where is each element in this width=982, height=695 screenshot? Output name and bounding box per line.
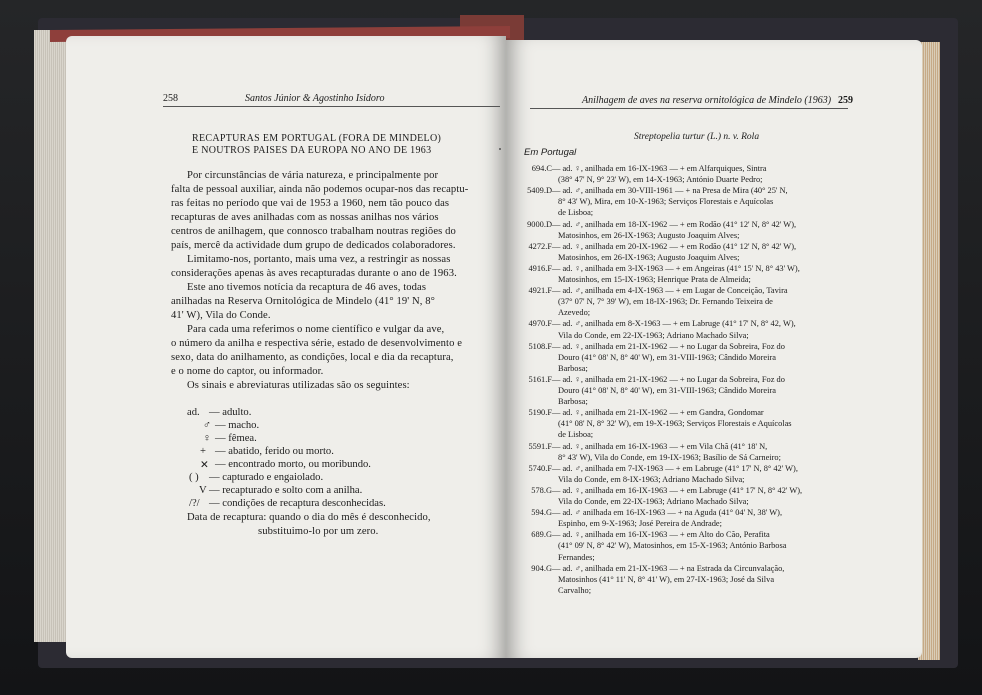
record-text: — ad. ♀, anilhada em 16-IX-1963 — + em Alto do Cão, Perafita bbox=[552, 530, 770, 540]
record-line-cont: Douro (41° 08' N, 8° 40' W), em 31-VIII-1963; Cândido Moreira bbox=[558, 352, 776, 362]
record-text: — ad. ♀, anilhada em 16-IX-1963 — + em Vila Chã (41° 18' N, bbox=[552, 441, 768, 451]
record-line-cont: 8° 43' W), Vila do Conde, em 19-IX-1963; Basílio de Sá Carneiro; bbox=[558, 452, 781, 462]
record-line-cont: Matosinhos, em 15-IX-1963; Henrique Prata de Almeida; bbox=[558, 275, 751, 284]
record-code: 5591.F bbox=[528, 441, 552, 451]
record-code: 4970.F bbox=[528, 319, 552, 329]
record-text: — ad. ♂, anilhada em 18-IX-1962 — + em Rodão (41° 12' N, 8° 42' W), bbox=[552, 219, 797, 229]
record-line-cont: Carvalho; bbox=[558, 585, 592, 595]
section-heading-line1: RECAPTURAS EM PORTUGAL (FORA DE MINDELO) bbox=[192, 133, 442, 144]
left-page-number: 258 bbox=[163, 93, 178, 104]
body-line: recapturas de aves anilhadas com as nossas anilhas nos vários bbox=[171, 212, 439, 223]
body-line: falta de pessoal auxiliar, ainda não podemos ocupar-nos das recaptu- bbox=[171, 184, 469, 195]
sign-key: ad. bbox=[187, 407, 200, 418]
body-line: Os sinais e abreviaturas utilizadas são os seguintes: bbox=[187, 380, 410, 391]
record-line-cont: Espinho, em 9-X-1963; José Pereira de Andrade; bbox=[558, 519, 722, 529]
record-line-first bbox=[514, 486, 802, 495]
record-text: — ad. ♂, anilhada em 4-IX-1963 — + em Lugar de Conceição, Tavira bbox=[552, 286, 788, 296]
record-code: 5409.D bbox=[527, 186, 552, 196]
record-text: — ad. ♀, anilhada em 21-IX-1962 — + no Lugar da Sobreira, Foz do bbox=[552, 341, 785, 351]
record-text: — ad. ♂, anilhada em 21-IX-1963 — + na Estrada da Circunvalação, bbox=[552, 563, 785, 573]
record-line-first bbox=[514, 375, 785, 384]
record-line-first bbox=[514, 508, 782, 517]
sign-desc: — adulto. bbox=[209, 407, 252, 418]
record-line-first bbox=[514, 286, 788, 295]
record-line-first bbox=[514, 342, 785, 351]
sign-desc: — capturado e engaiolado. bbox=[209, 472, 324, 483]
record-code: 594.G bbox=[531, 508, 552, 518]
right-page-number: 259 bbox=[838, 95, 853, 106]
record-line-cont: (41° 08' N, 8° 32' W), em 19-X-1963; Serviços Florestais e Aquícolas bbox=[558, 419, 792, 429]
record-line-cont: Matosinhos, em 26-IX-1963; Augusto Joaquim Alves; bbox=[558, 230, 740, 240]
record-line-first bbox=[514, 564, 784, 573]
record-code: 5108.F bbox=[528, 341, 552, 351]
date-note-line2: substituimo-lo por um zero. bbox=[258, 526, 379, 537]
sign-key: /?/ bbox=[189, 498, 200, 509]
gutter-mark bbox=[499, 148, 501, 150]
record-line-cont: (37° 07' N, 7° 39' W), em 18-IX-1963; Dr. Fernando Teixeira de bbox=[558, 297, 773, 307]
record-text: — ad. ♂, anilhada em 30-VIII-1961 — + na Presa de Mira (40° 25' N, bbox=[552, 186, 788, 196]
body-line: anilhadas na Reserva Ornitológica de Mindelo (41° 19' N, 8° bbox=[171, 296, 435, 307]
record-text: — ad. ♀, anilhada em 20-IX-1962 — + em Rodão (41° 12' N, 8° 42' W), bbox=[552, 241, 797, 251]
body-line: país, mercê da actividade dum grupo de dedicados colaboradores. bbox=[171, 240, 456, 251]
record-line-first bbox=[514, 220, 796, 229]
record-line-cont: Barbosa; bbox=[558, 397, 588, 407]
record-text: — ad. ♂ anilhada em 16-IX-1963 — + na Aguda (41° 04' N, 38' W), bbox=[552, 508, 783, 518]
record-line-cont: Vila do Conde, em 22-IX-1963; Adriano Machado Silva; bbox=[558, 497, 749, 506]
record-code: 4272.F bbox=[528, 241, 552, 251]
record-code: 4921.F bbox=[528, 286, 552, 296]
record-line-cont: de Lisboa; bbox=[558, 430, 594, 440]
record-code: 578.G bbox=[531, 485, 552, 495]
record-line-cont: Matosinhos, em 26-IX-1963; Augusto Joaquim Alves; bbox=[558, 252, 740, 262]
sign-key: ( ) bbox=[189, 472, 199, 483]
body-line: Para cada uma referimos o nome científico e vulgar da ave, bbox=[187, 324, 445, 335]
sign-desc: — fêmea. bbox=[215, 433, 257, 444]
left-running-title: Santos Júnior & Agostinho Isidoro bbox=[245, 93, 385, 104]
record-line-cont: Vila do Conde, em 8-IX-1963; Adriano Machado Silva; bbox=[558, 474, 745, 484]
right-head-rule bbox=[530, 108, 848, 109]
record-line-cont: Douro (41° 08' N, 8° 40' W), em 31-VIII-1963; Cândido Moreira bbox=[558, 386, 776, 395]
record-line-cont: Barbosa; bbox=[558, 363, 588, 373]
section-heading-line2: E NOUTROS PAISES DA EUROPA NO ANO DE 1963 bbox=[192, 145, 432, 156]
record-line-first bbox=[514, 464, 798, 473]
record-line-first bbox=[514, 408, 764, 417]
sign-desc: — abatido, ferido ou morto. bbox=[215, 446, 334, 457]
sign-key: ♀ bbox=[203, 433, 211, 444]
body-line: ras feitas no período que vai de 1953 a 1960, nem tão pouco das bbox=[171, 198, 450, 209]
record-line-cont: Vila do Conde, em 22-IX-1963; Adriano Machado Silva; bbox=[558, 330, 749, 340]
record-line-cont: (38° 47' N, 9° 23' W), em 14-X-1963; António Duarte Pedro; bbox=[558, 175, 763, 185]
body-line: sexo, data do anilhamento, as condições, local e dia da recaptura, bbox=[171, 352, 454, 363]
sign-key: + bbox=[200, 446, 206, 457]
sign-desc: — macho. bbox=[215, 420, 260, 431]
sign-key: V bbox=[199, 485, 207, 496]
record-text: — ad. ♂, anilhada em 7-IX-1963 — + em Labruge (41° 17' N, 8° 42' W), bbox=[552, 463, 798, 473]
body-line: considerações apenas às aves recapturadas durante o ano de 1963. bbox=[171, 268, 457, 279]
record-code: 4916.F bbox=[528, 263, 552, 273]
record-line-first bbox=[514, 530, 770, 539]
date-note-line1: Data de recaptura: quando o dia do mês é desconhecido, bbox=[187, 512, 431, 523]
record-line-first bbox=[514, 164, 767, 173]
left-head-rule bbox=[163, 106, 500, 107]
record-line-cont: Azevedo; bbox=[558, 308, 591, 318]
record-code: 5190.F bbox=[528, 408, 552, 418]
record-text: — ad. ♀, anilhada em 21-IX-1962 — + em Gandra, Gondomar bbox=[552, 408, 764, 418]
record-line-cont: (41° 09' N, 8° 42' W), Matosinhos, em 15-X-1963; António Barbosa bbox=[558, 541, 787, 551]
body-line: Por circunstâncias de vária natureza, e principalmente por bbox=[187, 170, 439, 181]
record-text: — ad. ♀, anilhada em 16-IX-1963 — + em Alfarquiques, Sintra bbox=[552, 164, 767, 173]
sign-desc: — encontrado morto, ou moribundo. bbox=[215, 459, 371, 470]
record-line-first bbox=[514, 442, 767, 451]
region-heading: Em Portugal bbox=[524, 147, 577, 158]
right-running-title: Anilhagem de aves na reserva ornitológica de Mindelo (1963) bbox=[582, 95, 832, 106]
body-line: o número da anilha e respectiva série, estado de desenvolvimento e bbox=[171, 338, 463, 349]
species-title: Streptopelia turtur (L.) n. v. Rola bbox=[634, 132, 760, 142]
record-line-first bbox=[514, 242, 796, 251]
record-line-first bbox=[514, 186, 788, 195]
record-code: 689.G bbox=[531, 530, 552, 540]
record-line-cont: Matosinhos (41° 11' N, 8° 41' W), em 27-IX-1963; José da Silva bbox=[558, 574, 775, 584]
body-line: 41' W), Vila do Conde. bbox=[171, 310, 271, 321]
record-text: — ad. ♀, anilhada em 3-IX-1963 — + em Angeiras (41° 15' N, 8° 43' W), bbox=[552, 263, 800, 273]
record-line-first bbox=[514, 264, 800, 273]
record-line-cont: Fernandes; bbox=[558, 552, 595, 562]
sign-desc: — condições de recaptura desconhecidas. bbox=[209, 498, 386, 509]
record-text: — ad. ♀, anilhada em 21-IX-1962 — + no Lugar da Sobreira, Foz do bbox=[552, 374, 785, 384]
left-page bbox=[66, 36, 506, 658]
record-text: — ad. ♂, anilhada em 8-X-1963 — + em Labruge (41° 17' N, 8° 42, W), bbox=[552, 319, 796, 329]
record-code: 5740.F bbox=[528, 463, 552, 473]
record-code: 694.C bbox=[531, 164, 552, 173]
body-line: e o nome do captor, ou informador. bbox=[171, 366, 324, 377]
sign-key: ✕ bbox=[200, 460, 209, 471]
body-line: Limitamo-nos, portanto, mais uma vez, a restringir as nossas bbox=[187, 254, 451, 265]
body-line: Este ano tivemos notícia da recaptura de 46 aves, todas bbox=[187, 282, 427, 293]
record-line-cont: de Lisboa; bbox=[558, 208, 594, 218]
record-line-first bbox=[514, 319, 796, 328]
sign-key: ♂ bbox=[203, 420, 211, 431]
right-page bbox=[506, 40, 922, 658]
record-code: 5161.F bbox=[528, 374, 552, 384]
body-line: centros de anilhagem, que connosco trabalham noutras regiões do bbox=[171, 226, 456, 237]
record-code: 9000.D bbox=[527, 219, 552, 229]
sign-desc: — recapturado e solto com a anilha. bbox=[209, 485, 363, 496]
record-line-cont: 8° 43' W), Mira, em 10-X-1963; Serviços Florestais e Aquícolas bbox=[558, 197, 774, 207]
record-text: — ad. ♀, anilhada em 16-IX-1963 — + em Labruge (41° 17' N, 8° 42' W), bbox=[552, 485, 803, 495]
record-code: 904.G bbox=[531, 563, 552, 573]
